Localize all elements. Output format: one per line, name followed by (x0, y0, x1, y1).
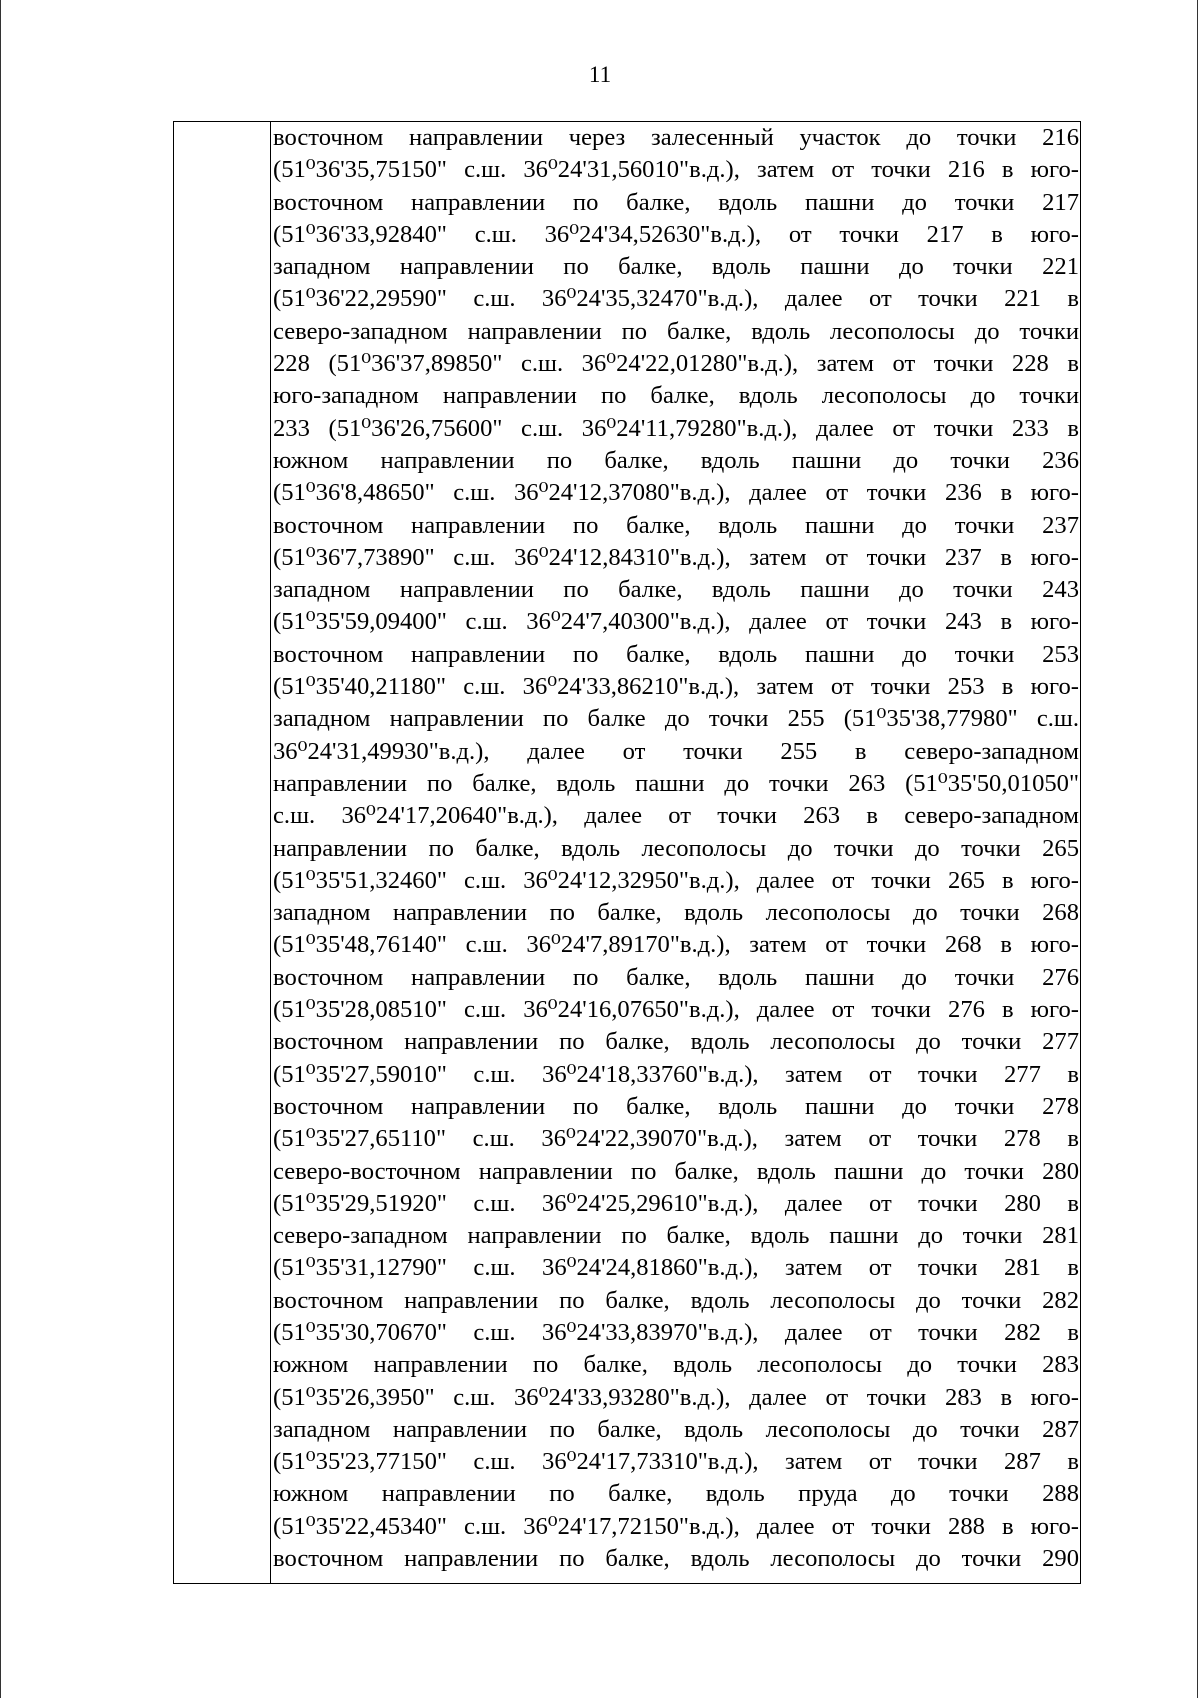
text-line: (51⁰35'31,12790" с.ш. 36⁰24'24,81860"в.д.), затем от точки 281 в (273, 1254, 1079, 1282)
text-line: южном направлении по балке, вдоль пруда до точки 288 (273, 1480, 1079, 1508)
text-line: западном направлении по балке до точки 255 (51⁰35'38,77980" с.ш. (273, 705, 1079, 733)
text-line: (51⁰36'8,48650" с.ш. 36⁰24'12,37080"в.д.), далее от точки 236 в юго- (273, 479, 1079, 507)
text-line: (51⁰35'59,09400" с.ш. 36⁰24'7,40300"в.д.), далее от точки 243 в юго- (273, 608, 1079, 636)
text-line: (51⁰35'22,45340" с.ш. 36⁰24'17,72150"в.д.), далее от точки 288 в юго- (273, 1512, 1079, 1540)
text-line: 36⁰24'31,49930"в.д.), далее от точки 255 в северо-западном (273, 737, 1079, 765)
table-text-column (271, 122, 1080, 1583)
text-line: (51⁰35'28,08510" с.ш. 36⁰24'16,07650"в.д.), далее от точки 276 в юго- (273, 996, 1079, 1024)
page-number: 11 (588, 62, 612, 87)
text-line: восточном направлении по балке, вдоль пашни до точки 278 (273, 1092, 1079, 1120)
text-line: (51⁰35'30,70670" с.ш. 36⁰24'33,83970"в.д.), далее от точки 282 в (273, 1318, 1079, 1346)
text-line: (51⁰36'35,75150" с.ш. 36⁰24'31,56010"в.д.), затем от точки 216 в юго- (273, 156, 1079, 184)
text-line: восточном направлении по балке, вдоль пашни до точки 276 (273, 963, 1079, 991)
text-line: северо-западном направлении по балке, вдоль пашни до точки 281 (273, 1222, 1079, 1250)
text-line: восточном направлении по балке, вдоль пашни до точки 217 (273, 188, 1079, 216)
text-line: северо-восточном направлении по балке, вдоль пашни до точки 280 (273, 1157, 1079, 1185)
boundary-table (173, 121, 1081, 1584)
text-line: (51⁰35'26,3950" с.ш. 36⁰24'33,93280"в.д.), далее от точки 283 в юго- (273, 1383, 1079, 1411)
text-line: 233 (51⁰36'26,75600" с.ш. 36⁰24'11,79280"в.д.), далее от точки 233 в (273, 414, 1079, 442)
text-line: (51⁰36'22,29590" с.ш. 36⁰24'35,32470"в.д.), далее от точки 221 в (273, 285, 1079, 313)
text-line: северо-западном направлении по балке, вдоль лесополосы до точки (273, 317, 1079, 345)
text-line: восточном направлении по балке, вдоль пашни до точки 237 (273, 511, 1079, 539)
text-line: восточном направлении по балке, вдоль лесополосы до точки 277 (273, 1028, 1079, 1056)
text-line: (51⁰35'23,77150" с.ш. 36⁰24'17,73310"в.д.), затем от точки 287 в (273, 1448, 1079, 1476)
text-line: с.ш. 36⁰24'17,20640"в.д.), далее от точки 263 в северо-западном (273, 802, 1079, 830)
text-line: восточном направлении по балке, вдоль лесополосы до точки 290 (273, 1545, 1079, 1573)
text-line: направлении по балке, вдоль лесополосы до точки до точки 265 (273, 834, 1079, 862)
text-line: восточном направлении через залесенный участок до точки 216 (273, 124, 1079, 151)
text-line: западном направлении по балке, вдоль пашни до точки 243 (273, 576, 1079, 604)
text-line: (51⁰35'48,76140" с.ш. 36⁰24'7,89170"в.д.), затем от точки 268 в юго- (273, 931, 1079, 959)
text-line: западном направлении по балке, вдоль лесополосы до точки 268 (273, 899, 1079, 927)
text-line: южном направлении по балке, вдоль лесополосы до точки 283 (273, 1351, 1079, 1379)
text-line: (51⁰35'51,32460" с.ш. 36⁰24'12,32950"в.д.), далее от точки 265 в юго- (273, 866, 1079, 894)
text-line: 228 (51⁰36'37,89850" с.ш. 36⁰24'22,01280"в.д.), затем от точки 228 в (273, 350, 1079, 378)
text-line: (51⁰35'40,21180" с.ш. 36⁰24'33,86210"в.д.), затем от точки 253 в юго- (273, 673, 1079, 701)
text-line: (51⁰36'7,73890" с.ш. 36⁰24'12,84310"в.д.), затем от точки 237 в юго- (273, 543, 1079, 571)
text-line: южном направлении по балке, вдоль пашни до точки 236 (273, 446, 1079, 474)
text-line: западном направлении по балке, вдоль лесополосы до точки 287 (273, 1415, 1079, 1443)
text-line: направлении по балке, вдоль пашни до точки 263 (51⁰35'50,01050" (273, 769, 1079, 797)
text-line: (51⁰36'33,92840" с.ш. 36⁰24'34,52630"в.д.), от точки 217 в юго- (273, 220, 1079, 248)
text-line: западном направлении по балке, вдоль пашни до точки 221 (273, 253, 1079, 281)
text-line: восточном направлении по балке, вдоль лесополосы до точки 282 (273, 1286, 1079, 1314)
text-line: (51⁰35'29,51920" с.ш. 36⁰24'25,29610"в.д.), далее от точки 280 в (273, 1189, 1079, 1217)
text-line: юго-западном направлении по балке, вдоль лесополосы до точки (273, 382, 1079, 410)
table-left-column (174, 122, 271, 1583)
text-line: (51⁰35'27,59010" с.ш. 36⁰24'18,33760"в.д.), затем от точки 277 в (273, 1060, 1079, 1088)
text-line: восточном направлении по балке, вдоль пашни до точки 253 (273, 640, 1079, 668)
text-line: (51⁰35'27,65110" с.ш. 36⁰24'22,39070"в.д.), затем от точки 278 в (273, 1125, 1079, 1153)
